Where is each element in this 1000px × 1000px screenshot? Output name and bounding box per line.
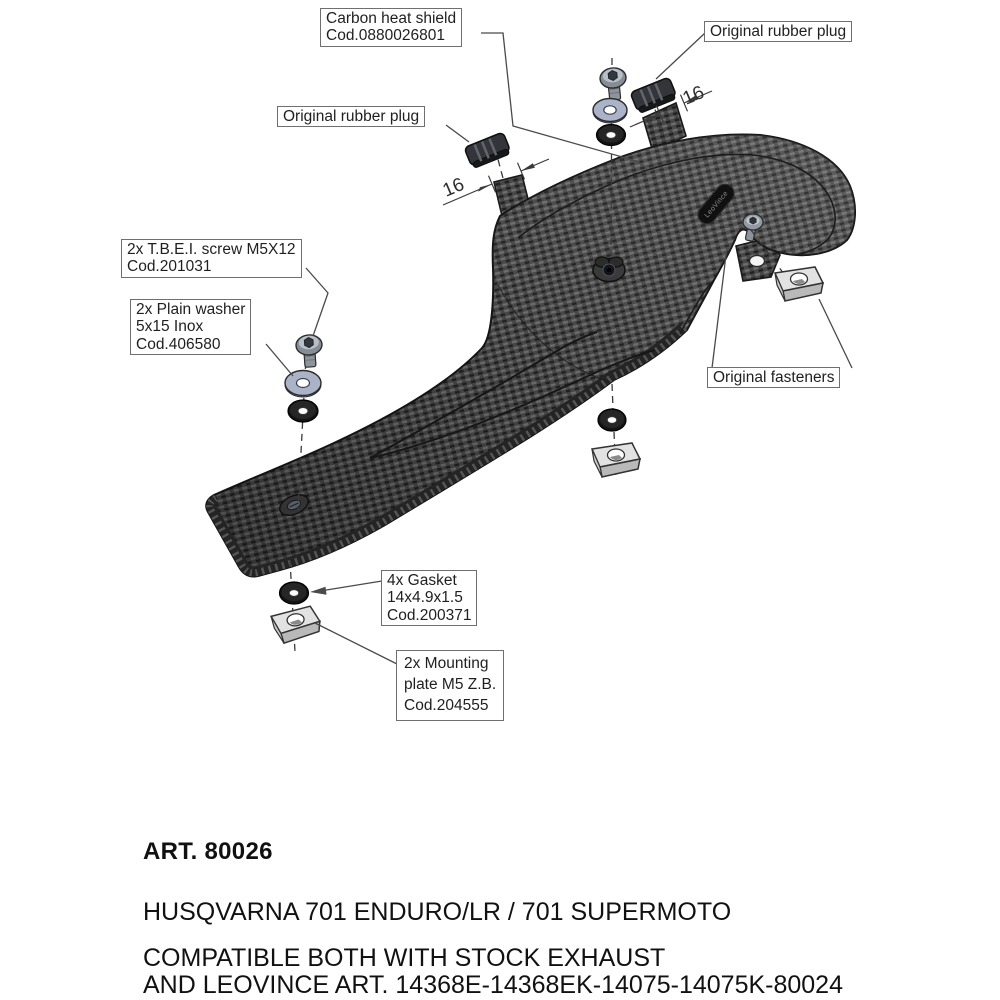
callout-line: Cod.201031 (127, 258, 212, 276)
callout-line: Cod.0880026801 (326, 27, 445, 45)
callout-line: Cod.200371 (387, 606, 472, 624)
gasket-left (288, 400, 318, 422)
screw-left (295, 334, 323, 368)
callout-original-rubber-plug-top (704, 21, 852, 42)
gasket-tail (280, 582, 309, 604)
callout-tbei-screw (121, 239, 302, 278)
dimension-right-text: 16 (679, 82, 708, 110)
callout-line: 2x T.B.E.I. screw M5X12 (127, 241, 296, 258)
gasket-top (597, 125, 626, 146)
mount-tab-hole (750, 256, 765, 267)
article-number: ART. 80026 (143, 838, 273, 865)
compatibility-line-2: AND LEOVINCE ART. 14368E-14368EK-14075-14075K-80024 (143, 971, 843, 999)
callout-original-fasteners (707, 367, 840, 388)
shield-fixing-boss (593, 257, 625, 282)
callout-gasket (381, 570, 477, 626)
callout-line: Original rubber plug (283, 108, 420, 125)
callout-line: plate M5 Z.B. (404, 675, 497, 693)
brand-badge-text: LeoVince (703, 190, 730, 220)
callout-line: Cod.204555 (404, 696, 489, 714)
callout-line: 4x Gasket (387, 572, 457, 589)
callout-line: 2x Mounting (404, 655, 489, 672)
callout-mounting-plate (396, 650, 504, 721)
gasket-middle (598, 409, 626, 431)
washer-top (593, 99, 627, 124)
washer-left (285, 371, 321, 398)
callout-carbon-heat-shield (320, 8, 462, 47)
compatibility-line-1: COMPATIBLE BOTH WITH STOCK EXHAUST (143, 944, 666, 972)
model-line: HUSQVARNA 701 ENDURO/LR / 701 SUPERMOTO (143, 898, 732, 926)
clip-nut-right (775, 267, 823, 301)
callout-line: Carbon heat shield (326, 10, 457, 27)
callout-line: 5x15 Inox (136, 318, 204, 336)
callout-plain-washer (130, 299, 251, 355)
dimension-left-text: 16 (439, 174, 468, 202)
callout-original-rubber-plug-left (277, 106, 425, 127)
callout-line: 2x Plain washer (136, 301, 246, 318)
callout-line: 14x4.9x1.5 (387, 589, 463, 607)
callout-line: Cod.406580 (136, 335, 221, 353)
clip-nut-tail (270, 605, 321, 644)
callout-line: Original fasteners (713, 369, 835, 386)
rubber-plug-left (464, 132, 512, 169)
gasket-arrowhead (310, 587, 327, 595)
callout-line: Original rubber plug (710, 23, 847, 40)
clip-nut-middle (592, 443, 640, 477)
screw-top (599, 67, 628, 102)
